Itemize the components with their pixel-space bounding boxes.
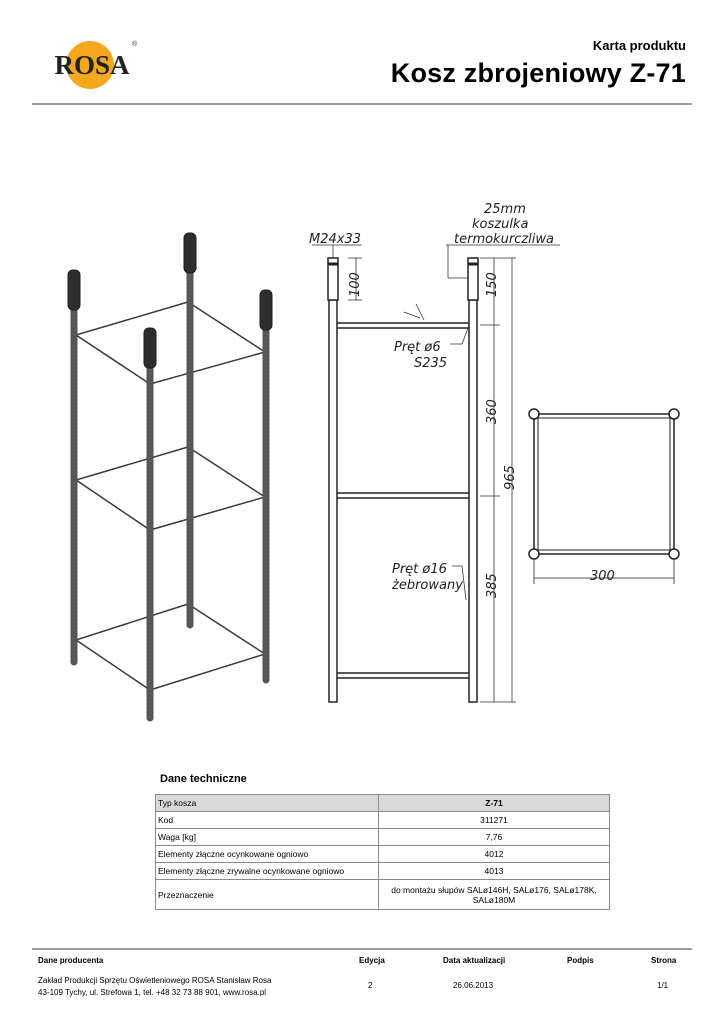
- updated-value: 26.06.2013: [453, 981, 494, 990]
- dim-150-label: 150: [485, 272, 500, 297]
- spec-value-line: do montażu słupów SALø146H, SALø176, SALø178K,: [391, 884, 597, 895]
- bar6-label: Pręt ø6: [394, 340, 441, 355]
- technical-data-table: [155, 794, 610, 910]
- edition-value: 2: [368, 981, 373, 990]
- spec-value: [379, 880, 610, 910]
- producer-name: Zakład Produkcji Sprzętu Oświetleniowego ROSA Stanisław Rosa: [38, 976, 272, 985]
- basket-bars: [74, 270, 266, 718]
- edition-heading: Edycja: [359, 956, 385, 965]
- page-value: 1/1: [657, 981, 669, 990]
- dimension-lines: [312, 245, 560, 702]
- spec-value: 7,76: [379, 829, 610, 846]
- footer-divider: [32, 948, 692, 950]
- sleeve-label-material: termokurczliwa: [454, 232, 554, 247]
- logo-registered-mark: ®: [132, 41, 138, 48]
- logo-text: ROSA: [54, 50, 130, 80]
- basket-side-view: [312, 245, 679, 702]
- bar16-label: Pręt ø16: [392, 562, 447, 577]
- dim-965-label: 965: [503, 465, 518, 490]
- table-row: [156, 795, 610, 812]
- table-row: [156, 880, 610, 910]
- dim-385-label: 385: [485, 573, 500, 598]
- dim-360-label: 360: [485, 399, 500, 424]
- page-heading: Strona: [651, 956, 677, 965]
- bar16-type-label: żebrowany: [392, 578, 463, 593]
- bar-ribs: [74, 270, 266, 718]
- technical-data-heading: Dane techniczne: [160, 773, 247, 785]
- thread-label: M24x33: [309, 232, 361, 247]
- bar6-grade-label: S235: [414, 356, 448, 371]
- dim-100-label: 100: [348, 272, 363, 297]
- document-type: Karta produktu: [592, 38, 686, 53]
- updated-heading: Data aktualizacji: [443, 956, 506, 965]
- spec-label: Typ kosza: [156, 795, 379, 812]
- basket-isometric: [68, 233, 272, 718]
- technical-drawing: [0, 190, 724, 730]
- producer-address: 43-109 Tychy, ul. Strefowa 1, tel. +48 32 73 88 901, www.rosa.pl: [38, 988, 267, 997]
- table-row: [156, 863, 610, 880]
- rosa-logo: [40, 38, 145, 92]
- signature-heading: Podpis: [567, 956, 594, 965]
- basket-plan-view: [529, 409, 679, 584]
- dim-300-label: 300: [590, 569, 615, 584]
- basket-rings: [76, 302, 265, 690]
- table-row: [156, 846, 610, 863]
- spec-label: Kod: [156, 812, 379, 829]
- sleeve-label-size: 25mm: [484, 202, 526, 217]
- sleeve-label-type: koszulka: [472, 217, 529, 232]
- header-divider: [32, 103, 692, 105]
- spec-value: Z-71: [379, 795, 610, 812]
- spec-value: 4013: [379, 863, 610, 880]
- producer-heading: Dane producenta: [38, 956, 104, 965]
- table-row: [156, 812, 610, 829]
- spec-value: 4012: [379, 846, 610, 863]
- spec-label: Elementy złączne ocynkowane ogniowo: [156, 846, 379, 863]
- spec-label: Przeznaczenie: [156, 880, 379, 910]
- spec-label: Waga [kg]: [156, 829, 379, 846]
- spec-value: 311271: [379, 812, 610, 829]
- page-title: Kosz zbrojeniowy Z-71: [390, 58, 686, 88]
- spec-label: Elementy złączne zrywalne ocynkowane ogniowo: [156, 863, 379, 880]
- threaded-ends: [68, 233, 272, 368]
- table-row: [156, 829, 610, 846]
- spec-value-line: SALø180M: [472, 894, 516, 905]
